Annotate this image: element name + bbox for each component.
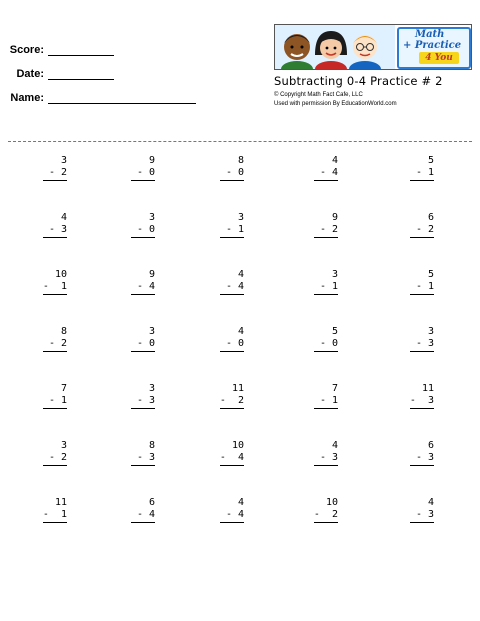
answer-line[interactable] (314, 351, 338, 352)
answer-line[interactable] (410, 237, 434, 238)
subtraction-problem (27, 211, 67, 239)
minuend: 4 (60, 212, 67, 223)
minuend: 10 (54, 269, 67, 280)
subtrahend: - 4 (319, 167, 338, 178)
subtrahend: - 3 (409, 395, 434, 406)
subtrahend: - 3 (319, 452, 338, 463)
subtrahend: - 1 (42, 281, 67, 292)
minuend: 4 (427, 497, 434, 508)
subtraction-problem (298, 439, 338, 467)
subtraction-problem (115, 211, 155, 239)
subtrahend: - 0 (225, 338, 244, 349)
subtraction-problem (394, 382, 434, 410)
subtrahend: - 3 (415, 338, 434, 349)
minuend: 8 (237, 155, 244, 166)
subtrahend: - 4 (225, 509, 244, 520)
subtrahend: - 1 (415, 281, 434, 292)
answer-line[interactable] (43, 408, 67, 409)
subtrahend: - 4 (136, 281, 155, 292)
minuend: 3 (60, 155, 67, 166)
answer-line[interactable] (410, 294, 434, 295)
subtraction-problem (115, 496, 155, 524)
subtraction-problem (27, 325, 67, 353)
subtraction-problem (298, 496, 338, 524)
subtrahend: - 1 (42, 509, 67, 520)
name-label: Name: (10, 92, 44, 104)
score-label: Score: (9, 44, 44, 56)
minuend: 6 (427, 212, 434, 223)
answer-line[interactable] (220, 408, 244, 409)
minuend: 3 (148, 326, 155, 337)
answer-line[interactable] (220, 522, 244, 523)
answer-line[interactable] (131, 408, 155, 409)
minuend: 10 (231, 440, 244, 451)
subtraction-problem (298, 154, 338, 182)
badge-line3: 4 You (419, 52, 459, 64)
subtrahend: - 2 (48, 167, 67, 178)
minuend: 3 (60, 440, 67, 451)
worksheet-title: Subtracting 0-4 Practice # 2 (274, 74, 443, 88)
subtraction-problem (394, 439, 434, 467)
subtrahend: - 3 (415, 452, 434, 463)
minuend: 10 (325, 497, 338, 508)
subtraction-problem (394, 211, 434, 239)
minuend: 4 (331, 155, 338, 166)
subtrahend: - 2 (415, 224, 434, 235)
minuend: 9 (331, 212, 338, 223)
subtraction-problem (204, 154, 244, 182)
subtraction-problem (115, 439, 155, 467)
answer-line[interactable] (220, 237, 244, 238)
subtrahend: - 2 (219, 395, 244, 406)
subtrahend: - 3 (48, 224, 67, 235)
subtraction-problem (298, 382, 338, 410)
answer-line[interactable] (410, 465, 434, 466)
subtraction-problem (204, 268, 244, 296)
minuend: 8 (148, 440, 155, 451)
subtrahend: - 0 (136, 338, 155, 349)
answer-line[interactable] (131, 294, 155, 295)
subtraction-problem (204, 496, 244, 524)
minuend: 9 (148, 155, 155, 166)
minuend: 3 (148, 212, 155, 223)
subtraction-problem (115, 154, 155, 182)
subtrahend: - 3 (415, 509, 434, 520)
badge-line1: Math (415, 29, 445, 40)
subtrahend: - 1 (319, 395, 338, 406)
subtrahend: - 0 (136, 167, 155, 178)
subtraction-problem (394, 154, 434, 182)
answer-line[interactable] (220, 351, 244, 352)
answer-line[interactable] (131, 465, 155, 466)
answer-line[interactable] (314, 294, 338, 295)
minuend: 3 (427, 326, 434, 337)
subtrahend: - 2 (48, 338, 67, 349)
answer-line[interactable] (410, 522, 434, 523)
badge-line2: + Practice (403, 40, 462, 51)
answer-line[interactable] (43, 351, 67, 352)
subtraction-problem (394, 268, 434, 296)
subtrahend: - 1 (48, 395, 67, 406)
minuend: 4 (331, 440, 338, 451)
minuend: 8 (60, 326, 67, 337)
minuend: 3 (237, 212, 244, 223)
subtrahend: - 0 (136, 224, 155, 235)
minuend: 5 (331, 326, 338, 337)
subtrahend: - 1 (225, 224, 244, 235)
minuend: 11 (421, 383, 434, 394)
subtraction-problem (394, 496, 434, 524)
minuend: 3 (148, 383, 155, 394)
date-label: Date: (16, 68, 44, 80)
subtrahend: - 4 (219, 452, 244, 463)
minuend: 6 (427, 440, 434, 451)
minuend: 4 (237, 497, 244, 508)
copyright-text: © Copyright Math Fact Cafe, LLC (274, 92, 363, 98)
answer-line[interactable] (314, 465, 338, 466)
subtraction-problem (204, 382, 244, 410)
subtrahend: - 1 (319, 281, 338, 292)
subtrahend: - 2 (319, 224, 338, 235)
subtrahend: - 4 (225, 281, 244, 292)
subtrahend: - 2 (313, 509, 338, 520)
subtraction-problem (204, 325, 244, 353)
answer-line[interactable] (410, 180, 434, 181)
subtraction-problem (298, 325, 338, 353)
minuend: 11 (54, 497, 67, 508)
answer-line[interactable] (43, 294, 67, 295)
minuend: 4 (237, 269, 244, 280)
subtraction-problem (27, 496, 67, 524)
answer-line[interactable] (314, 237, 338, 238)
subtraction-problem (27, 154, 67, 182)
subtrahend: - 4 (136, 509, 155, 520)
minuend: 7 (331, 383, 338, 394)
minuend: 6 (148, 497, 155, 508)
subtraction-problem (27, 439, 67, 467)
answer-line[interactable] (220, 180, 244, 181)
subtrahend: - 3 (136, 395, 155, 406)
subtrahend: - 3 (136, 452, 155, 463)
answer-line[interactable] (314, 408, 338, 409)
subtraction-problem (204, 211, 244, 239)
answer-line[interactable] (410, 408, 434, 409)
minuend: 7 (60, 383, 67, 394)
answer-line[interactable] (220, 465, 244, 466)
subtraction-problem (115, 268, 155, 296)
subtraction-problem (298, 268, 338, 296)
answer-line[interactable] (131, 237, 155, 238)
subtraction-problem (298, 211, 338, 239)
subtraction-problem (115, 382, 155, 410)
subtraction-problem (27, 382, 67, 410)
answer-line[interactable] (43, 522, 67, 523)
minuend: 3 (331, 269, 338, 280)
answer-line[interactable] (220, 294, 244, 295)
minuend: 5 (427, 269, 434, 280)
answer-line[interactable] (43, 465, 67, 466)
subtrahend: - 2 (48, 452, 67, 463)
subtraction-problem (115, 325, 155, 353)
answer-line[interactable] (410, 351, 434, 352)
subtrahend: - 0 (319, 338, 338, 349)
subtrahend: - 1 (415, 167, 434, 178)
minuend: 11 (231, 383, 244, 394)
answer-line[interactable] (314, 180, 338, 181)
subtraction-problem (394, 325, 434, 353)
subtraction-problem (204, 439, 244, 467)
answer-line[interactable] (131, 180, 155, 181)
subtrahend: - 0 (225, 167, 244, 178)
minuend: 9 (148, 269, 155, 280)
minuend: 4 (237, 326, 244, 337)
answer-line[interactable] (314, 522, 338, 523)
minuend: 5 (427, 155, 434, 166)
answer-line[interactable] (131, 522, 155, 523)
subtraction-problem (27, 268, 67, 296)
answer-line[interactable] (43, 237, 67, 238)
permission-text: Used with permission By EducationWorld.com (274, 101, 397, 107)
answer-line[interactable] (43, 180, 67, 181)
answer-line[interactable] (131, 351, 155, 352)
